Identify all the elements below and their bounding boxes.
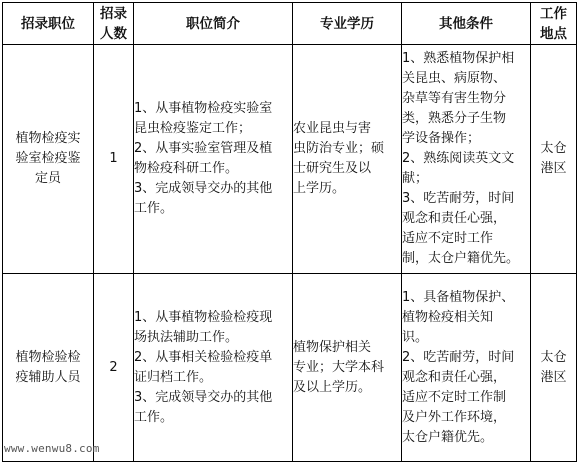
conditions-cell: 1、具备植物保护、 植物检疫相关知 识。 2、吃苦耐劳，时间 观念和责任心强， 适应不定时工作制 及户外工作环境， 太仓户籍优先。 bbox=[402, 274, 531, 462]
header-position: 招录职位 bbox=[3, 3, 94, 45]
recruitment-table bbox=[2, 2, 577, 462]
description-cell: 1、从事植物检验检疫现 场执法辅助工作。 2、从事相关检验检疫单 证归档工作。 3、完成领导交办的其他 工作。 bbox=[134, 274, 293, 462]
watermark: www.wenwu8.com bbox=[4, 442, 100, 455]
description-cell: 1、从事植物检疫实验室 昆虫检疫鉴定工作； 2、从事实验室管理及植 物检疫科研工作。 3、完成领导交办的其他 工作。 bbox=[134, 45, 293, 274]
conditions-cell: 1、熟悉植物保护相 关昆虫、病原物、 杂草等有害生物分 类，熟悉分子生物 学设备操作； 2、熟练阅读英文文 献； 3、吃苦耐劳，时间 观念和责任心强， 适应不定时工作 制，太仓户籍优先。 bbox=[402, 45, 531, 274]
location-cell: 太仓 港区 bbox=[531, 45, 577, 274]
table-row bbox=[3, 274, 577, 462]
header-conditions: 其他条件 bbox=[402, 3, 531, 45]
education-cell: 农业昆虫与害 虫防治专业；硕 士研究生及以 上学历。 bbox=[293, 45, 402, 274]
count-cell: 1 bbox=[94, 45, 134, 274]
position-cell: 植物检疫实 验室检疫鉴 定员 bbox=[3, 45, 94, 274]
location-cell: 太仓 港区 bbox=[531, 274, 577, 462]
header-location: 工作 地点 bbox=[531, 3, 577, 45]
header-row bbox=[3, 3, 577, 45]
header-count: 招录 人数 bbox=[94, 3, 134, 45]
header-education: 专业学历 bbox=[293, 3, 402, 45]
table-row bbox=[3, 45, 577, 274]
header-description: 职位简介 bbox=[134, 3, 293, 45]
education-cell: 植物保护相关 专业；大学本科 及以上学历。 bbox=[293, 274, 402, 462]
position-cell: 植物检验检 疫辅助人员 bbox=[3, 274, 94, 462]
count-cell: 2 bbox=[94, 274, 134, 462]
